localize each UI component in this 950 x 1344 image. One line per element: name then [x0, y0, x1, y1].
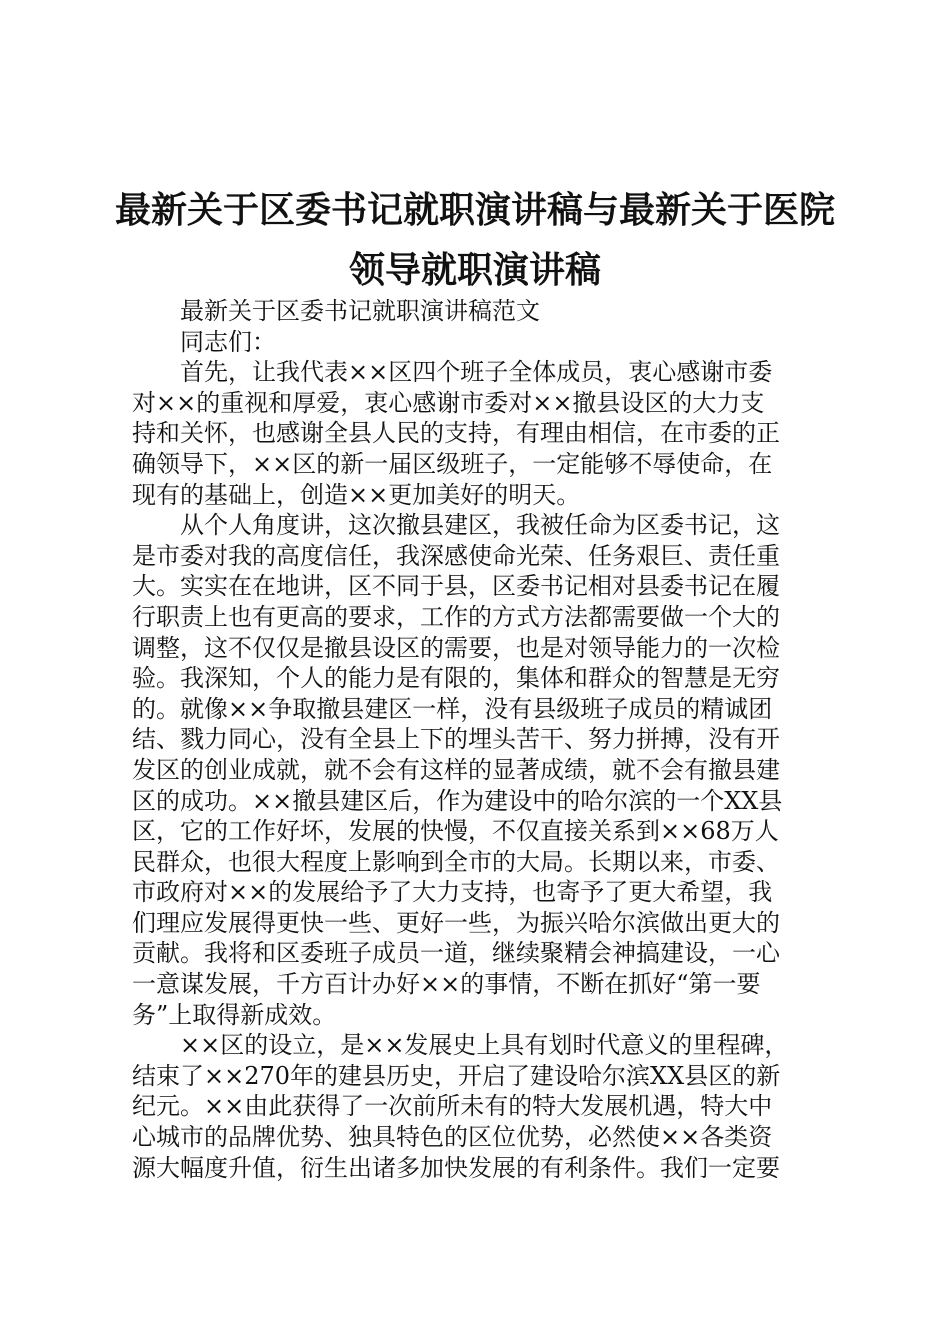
paragraph-line: 贡献。我将和区委班子成员一道，继续聚精会神搞建设，一心 — [132, 939, 780, 968]
paragraph-line: 调整，这不仅仅是撤县设区的需要，也是对领导能力的一次检 — [132, 633, 780, 662]
paragraph-line: 大。实实在在地讲，区不同于县，区委书记相对县委书记在履 — [132, 572, 780, 601]
salutation: 同志们： — [180, 327, 276, 356]
document-subtitle: 最新关于区委书记就职演讲稿范文 — [180, 297, 540, 325]
paragraph-line: ××区的设立，是××发展史上具有划时代意义的里程碑， — [180, 1031, 789, 1060]
paragraph-line: 们理应发展得更快一些、更好一些，为振兴哈尔滨做出更大的 — [132, 908, 780, 937]
paragraph-line: 心城市的品牌优势、独具特色的区位优势，必然使××各类资 — [132, 1123, 773, 1152]
paragraph-line: 的。就像××争取撤县建区一样，没有县级班子成员的精诚团 — [132, 694, 773, 723]
paragraph-line: 首先，让我代表××区四个班子全体成员，衷心感谢市委 — [180, 358, 773, 387]
paragraph-line: 是市委对我的高度信任，我深感使命光荣、任务艰巨、责任重 — [132, 541, 780, 570]
paragraph-line: 区，它的工作好坏，发展的快慢，不仅直接关系到××68万人 — [132, 817, 779, 846]
paragraph-line: 区的成功。××撤县建区后，作为建设中的哈尔滨的一个XX县 — [132, 786, 783, 815]
paragraph-line: 从个人角度讲，这次撤县建区，我被任命为区委书记，这 — [180, 511, 780, 540]
paragraph-line: 确领导下，××区的新一届区级班子，一定能够不辱使命，在 — [132, 449, 773, 478]
paragraph-line: 务”上取得新成效。 — [132, 1000, 337, 1029]
document-title-line-2: 领导就职演讲稿 — [348, 249, 601, 291]
document-title-line-1: 最新关于区委书记就职演讲稿与最新关于医院 — [114, 189, 835, 231]
paragraph-line: 民群众，也很大程度上影响到全市的大局。长期以来，市委、 — [132, 847, 780, 876]
paragraph-line: 对××的重视和厚爱，衷心感谢市委对××撤县设区的大力支 — [132, 388, 765, 417]
document-body — [132, 296, 832, 1183]
paragraph-line: 发区的创业成就，就不会有这样的显著成绩，就不会有撤县建 — [132, 755, 780, 784]
paragraph-line: 持和关怀，也感谢全县人民的支持，有理由相信，在市委的正 — [132, 419, 780, 448]
paragraph-line: 现有的基础上，创造××更加美好的明天。 — [132, 480, 581, 509]
paragraph-line: 纪元。××由此获得了一次前所未有的特大发展机遇，特大中 — [132, 1092, 773, 1121]
paragraph-line: 市政府对××的发展给予了大力支持，也寄予了更大希望，我 — [132, 878, 773, 907]
paragraph-line: 行职责上也有更高的要求，工作的方式方法都需要做一个大的 — [132, 602, 780, 631]
paragraph-line: 结、戮力同心，没有全县上下的埋头苦干、努力拼搏，没有开 — [132, 725, 780, 754]
paragraph-line: 验。我深知，个人的能力是有限的，集体和群众的智慧是无穷 — [132, 664, 780, 693]
paragraph-line: 源大幅度升值，衍生出诸多加快发展的有利条件。我们一定要 — [132, 1153, 780, 1182]
paragraph-line: 一意谋发展，千方百计办好××的事情，不断在抓好“第一要 — [132, 970, 761, 999]
paragraph-line: 结束了××270年的建县历史，开启了建设哈尔滨XX县区的新 — [132, 1061, 781, 1090]
